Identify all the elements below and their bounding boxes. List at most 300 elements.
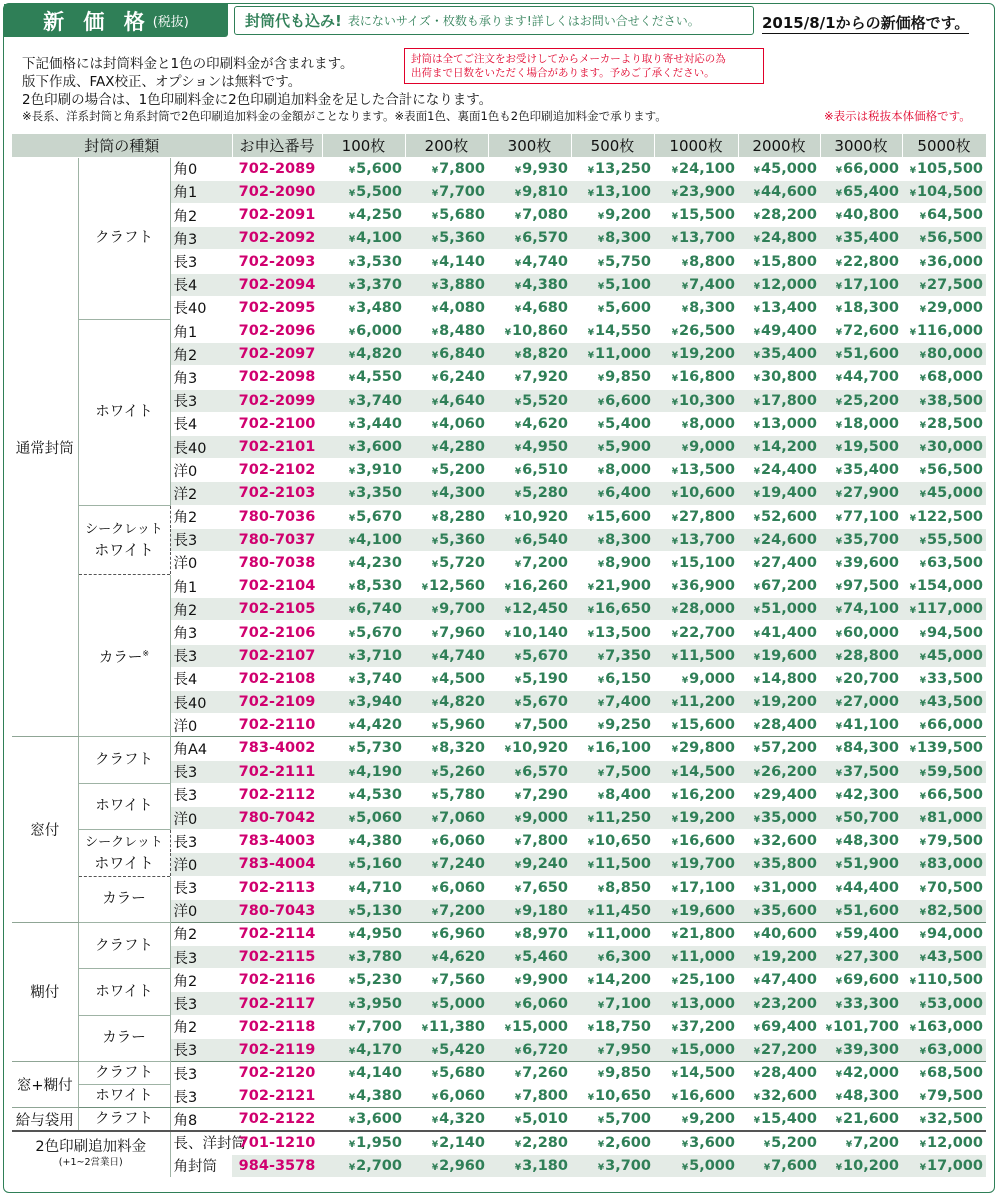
price-cell	[654, 922, 738, 945]
yen-mark: ¥	[514, 791, 522, 802]
yen-mark: ¥	[671, 1093, 679, 1104]
price-value: 6,000	[356, 323, 402, 340]
yen-mark: ¥	[671, 791, 679, 802]
price-cell	[322, 551, 405, 574]
yen-mark: ¥	[919, 467, 927, 478]
price-value: 14,500	[679, 1065, 735, 1082]
yen-mark: ¥	[348, 815, 356, 826]
price-cell	[902, 435, 986, 458]
price-value: 6,960	[439, 925, 485, 942]
price-value: 5,730	[356, 740, 402, 757]
price-cell	[488, 946, 571, 969]
price-value: 19,200	[679, 346, 735, 363]
envelope-size: 長3	[170, 528, 232, 551]
yen-mark: ¥	[597, 304, 605, 315]
price-cell	[738, 180, 820, 203]
order-number: 702-2097	[232, 343, 322, 366]
yen-mark: ¥	[348, 954, 356, 965]
price-value: 5,670	[522, 694, 568, 711]
price-cell	[571, 667, 654, 690]
price-cell	[902, 482, 986, 505]
price-value: 3,530	[356, 253, 402, 270]
envelope-subtype-label	[78, 876, 170, 922]
price-value: 12,000	[927, 1134, 983, 1151]
price-cell	[654, 157, 738, 180]
price-cell	[738, 691, 820, 714]
yen-mark: ¥	[671, 1000, 679, 1011]
price-value: 13,500	[595, 624, 651, 641]
yen-mark: ¥	[919, 884, 927, 895]
table-row	[12, 157, 986, 180]
yen-mark: ¥	[681, 281, 689, 292]
price-value: 40,600	[761, 925, 817, 942]
price-value: 5,960	[439, 717, 485, 734]
price-cell	[654, 296, 738, 319]
price-value: 4,380	[356, 1088, 402, 1105]
price-cell	[820, 922, 902, 945]
yen-mark: ¥	[597, 258, 605, 269]
price-cell	[405, 1038, 488, 1061]
yen-mark: ¥	[753, 467, 761, 478]
yen-mark: ¥	[587, 745, 595, 756]
price-value: 19,700	[679, 856, 735, 873]
yen-mark: ¥	[681, 1116, 689, 1127]
price-value: 3,950	[356, 995, 402, 1012]
yen-mark: ¥	[504, 629, 512, 640]
price-value: 6,840	[439, 346, 485, 363]
price-cell	[654, 853, 738, 876]
yen-mark: ¥	[348, 791, 356, 802]
yen-mark: ¥	[835, 444, 843, 455]
yen-mark: ¥	[504, 513, 512, 524]
order-number: 702-2094	[232, 273, 322, 296]
yen-mark: ¥	[514, 722, 522, 733]
yen-mark: ¥	[753, 838, 761, 849]
price-value: 5,670	[356, 624, 402, 641]
yen-mark: ¥	[919, 629, 927, 640]
envelope-size: 長3	[170, 876, 232, 899]
price-cell	[902, 505, 986, 528]
price-cell	[902, 667, 986, 690]
price-cell	[488, 830, 571, 853]
yen-mark: ¥	[835, 884, 843, 895]
price-value: 3,350	[356, 485, 402, 502]
price-cell	[322, 575, 405, 598]
price-value: 8,530	[356, 578, 402, 595]
price-cell	[571, 946, 654, 969]
price-cell	[571, 204, 654, 227]
price-value: 3,710	[356, 647, 402, 664]
yen-mark: ¥	[835, 212, 843, 223]
yen-mark: ¥	[348, 884, 356, 895]
yen-mark: ¥	[753, 397, 761, 408]
price-cell	[654, 1038, 738, 1061]
price-value: 21,600	[843, 1111, 899, 1128]
envelope-subtype-label	[78, 830, 170, 876]
price-cell	[322, 389, 405, 412]
table-row	[12, 922, 986, 945]
yen-mark: ¥	[514, 1116, 522, 1127]
price-value: 24,400	[761, 462, 817, 479]
price-value: 70,500	[927, 879, 983, 896]
price-value: 51,600	[843, 902, 899, 919]
price-cell	[571, 691, 654, 714]
yen-mark: ¥	[348, 675, 356, 686]
price-cell	[738, 482, 820, 505]
yen-mark: ¥	[753, 351, 761, 362]
envelope-subtype-label	[78, 1108, 170, 1131]
price-value: 6,570	[522, 230, 568, 247]
price-value: 16,650	[595, 601, 651, 618]
price-cell	[902, 899, 986, 922]
price-cell	[902, 343, 986, 366]
yen-mark: ¥	[671, 165, 679, 176]
price-cell	[488, 853, 571, 876]
yen-mark: ¥	[753, 328, 761, 339]
price-value: 42,000	[843, 1065, 899, 1082]
price-value: 59,500	[927, 763, 983, 780]
price-cell	[738, 528, 820, 551]
table-row	[12, 1062, 986, 1085]
yen-mark: ¥	[514, 304, 522, 315]
price-value: 5,420	[439, 1041, 485, 1058]
yen-mark: ¥	[597, 1162, 605, 1173]
price-cell	[405, 667, 488, 690]
price-value: 42,300	[843, 786, 899, 803]
yen-mark: ¥	[587, 351, 595, 362]
price-value: 31,000	[761, 879, 817, 896]
yen-mark: ¥	[753, 652, 761, 663]
price-value: 9,000	[689, 439, 735, 456]
price-value: 19,600	[761, 647, 817, 664]
price-value: 11,500	[679, 647, 735, 664]
yen-mark: ¥	[514, 165, 522, 176]
price-cell	[405, 204, 488, 227]
price-cell	[488, 1131, 571, 1154]
order-number: 702-2114	[232, 922, 322, 945]
yen-mark: ¥	[514, 351, 522, 362]
price-value: 7,650	[522, 879, 568, 896]
yen-mark: ¥	[597, 559, 605, 570]
price-cell	[571, 1131, 654, 1154]
price-value: 9,000	[522, 810, 568, 827]
intro-line-4: ※長系、洋系封筒と角系封筒で2色印刷追加料金の金額がことなります。※表面1色、裏面1色も2色印刷追加料金で承ります。	[22, 109, 667, 123]
yen-mark: ¥	[753, 1000, 761, 1011]
price-cell	[488, 389, 571, 412]
price-cell	[405, 899, 488, 922]
price-cell	[738, 320, 820, 343]
yen-mark: ¥	[514, 815, 522, 826]
price-cell	[738, 737, 820, 760]
envelope-subtype-label	[78, 1015, 170, 1061]
price-cell	[738, 760, 820, 783]
yen-mark: ¥	[919, 838, 927, 849]
price-cell	[405, 180, 488, 203]
price-cell	[902, 876, 986, 899]
envelope-subtype-label	[78, 157, 170, 319]
price-value: 4,190	[356, 763, 402, 780]
yen-mark: ¥	[348, 351, 356, 362]
price-value: 63,000	[927, 1041, 983, 1058]
price-value: 7,100	[605, 995, 651, 1012]
price-value: 23,200	[761, 995, 817, 1012]
price-cell	[738, 806, 820, 829]
yen-mark: ¥	[514, 490, 522, 501]
price-cell	[738, 714, 820, 737]
price-value: 3,440	[356, 415, 402, 432]
table-row	[12, 737, 986, 760]
yen-mark: ¥	[671, 722, 679, 733]
yen-mark: ¥	[597, 1070, 605, 1081]
price-value: 7,560	[439, 972, 485, 989]
price-value: 13,100	[595, 183, 651, 200]
envelope-size: 洋0	[170, 853, 232, 876]
price-value: 84,300	[843, 740, 899, 757]
yen-mark: ¥	[431, 467, 439, 478]
price-cell	[654, 1062, 738, 1085]
price-value: 4,820	[356, 346, 402, 363]
price-value: 105,500	[916, 160, 983, 177]
price-value: 4,680	[522, 299, 568, 316]
price-value: 5,230	[356, 972, 402, 989]
price-cell	[738, 621, 820, 644]
price-cell	[820, 853, 902, 876]
yen-mark: ¥	[514, 1162, 522, 1173]
price-value: 66,000	[927, 717, 983, 734]
title-box	[4, 4, 228, 37]
envelope-group-label: 通常封筒	[12, 157, 78, 737]
price-value: 64,500	[927, 207, 983, 224]
yen-mark: ¥	[348, 235, 356, 246]
price-cell	[738, 922, 820, 945]
yen-mark: ¥	[671, 838, 679, 849]
yen-mark: ¥	[753, 815, 761, 826]
price-value: 5,600	[605, 299, 651, 316]
yen-mark: ¥	[348, 490, 356, 501]
yen-mark: ¥	[514, 1046, 522, 1057]
envelope-subtype-label	[78, 505, 170, 575]
yen-mark: ¥	[753, 513, 761, 524]
price-value: 25,200	[843, 392, 899, 409]
price-value: 16,200	[679, 786, 735, 803]
price-value: 8,850	[605, 879, 651, 896]
price-value: 52,600	[761, 508, 817, 525]
envelope-group-label: 窓+糊付	[12, 1062, 78, 1108]
price-value: 117,000	[916, 601, 983, 618]
yen-mark: ¥	[348, 606, 356, 617]
yen-mark: ¥	[753, 188, 761, 199]
price-value: 7,600	[771, 1157, 817, 1174]
price-cell	[322, 621, 405, 644]
price-cell	[571, 435, 654, 458]
price-cell	[738, 366, 820, 389]
price-sheet	[3, 3, 995, 1193]
envelope-size: 洋0	[170, 714, 232, 737]
yen-mark: ¥	[431, 513, 439, 524]
price-cell	[322, 1015, 405, 1038]
price-value: 26,500	[679, 323, 735, 340]
yen-mark: ¥	[514, 467, 522, 478]
price-value: 15,000	[679, 1041, 735, 1058]
price-cell	[488, 1038, 571, 1061]
title-tax-note: (税抜)	[152, 15, 189, 30]
yen-mark: ¥	[431, 235, 439, 246]
price-value: 9,200	[605, 207, 651, 224]
header-qty: 1000枚	[654, 134, 738, 157]
yen-mark: ¥	[431, 745, 439, 756]
envelope-subtype-label	[78, 783, 170, 829]
yen-mark: ¥	[671, 907, 679, 918]
order-number: 701-1210	[232, 1131, 322, 1154]
price-value: 27,200	[761, 1041, 817, 1058]
price-cell	[571, 737, 654, 760]
price-cell	[571, 783, 654, 806]
price-cell	[902, 830, 986, 853]
price-value: 51,600	[843, 346, 899, 363]
yen-mark: ¥	[835, 861, 843, 872]
yen-mark: ¥	[348, 444, 356, 455]
price-value: 12,560	[429, 578, 485, 595]
price-value: 5,670	[522, 647, 568, 664]
order-number: 780-7038	[232, 551, 322, 574]
price-value: 11,000	[595, 925, 651, 942]
yen-mark: ¥	[431, 838, 439, 849]
yen-mark: ¥	[835, 675, 843, 686]
price-cell	[902, 922, 986, 945]
yen-mark: ¥	[671, 745, 679, 756]
yen-mark: ¥	[671, 351, 679, 362]
price-cell	[820, 180, 902, 203]
yen-mark: ¥	[597, 791, 605, 802]
yen-mark: ¥	[753, 1070, 761, 1081]
yen-mark: ¥	[597, 444, 605, 455]
price-value: 8,400	[605, 786, 651, 803]
price-cell	[654, 621, 738, 644]
price-value: 39,600	[843, 554, 899, 571]
price-value: 35,400	[843, 462, 899, 479]
price-cell	[322, 876, 405, 899]
envelope-size: 長40	[170, 296, 232, 319]
yen-mark: ¥	[348, 699, 356, 710]
price-value: 1,950	[356, 1134, 402, 1151]
yen-mark: ¥	[348, 861, 356, 872]
price-value: 97,500	[843, 578, 899, 595]
price-cell	[405, 714, 488, 737]
table-row	[12, 830, 986, 853]
price-value: 33,300	[843, 995, 899, 1012]
price-cell	[820, 1038, 902, 1061]
yen-mark: ¥	[763, 1139, 771, 1150]
subtype-name: クラフト	[95, 1111, 153, 1128]
price-cell	[820, 482, 902, 505]
price-value: 66,500	[927, 786, 983, 803]
price-value: 94,000	[927, 925, 983, 942]
price-value: 28,800	[843, 647, 899, 664]
envelope-size: 長3	[170, 830, 232, 853]
price-cell	[654, 505, 738, 528]
price-cell	[488, 343, 571, 366]
price-value: 7,060	[439, 810, 485, 827]
envelope-size: 長4	[170, 667, 232, 690]
price-cell	[405, 737, 488, 760]
price-cell	[654, 946, 738, 969]
price-value: 5,010	[522, 1111, 568, 1128]
price-cell	[902, 412, 986, 435]
price-value: 7,290	[522, 786, 568, 803]
yen-mark: ¥	[431, 606, 439, 617]
price-value: 24,800	[761, 230, 817, 247]
price-cell	[902, 551, 986, 574]
price-value: 3,940	[356, 694, 402, 711]
price-value: 55,500	[927, 531, 983, 548]
price-value: 14,550	[595, 323, 651, 340]
price-cell	[488, 598, 571, 621]
yen-mark: ¥	[514, 907, 522, 918]
price-cell	[902, 714, 986, 737]
yen-mark: ¥	[431, 374, 439, 385]
price-cell	[654, 1015, 738, 1038]
order-notice-line-1: 封筒は全てご注文をお受けしてからメーカーより取り寄せ対応の為	[411, 53, 726, 65]
price-value: 29,800	[679, 740, 735, 757]
envelope-size: 角2	[170, 598, 232, 621]
yen-mark: ¥	[514, 281, 522, 292]
order-number: 702-2122	[232, 1108, 322, 1131]
envelope-subtype-label	[78, 737, 170, 783]
price-value: 4,950	[522, 439, 568, 456]
yen-mark: ¥	[835, 559, 843, 570]
yen-mark: ¥	[348, 1139, 356, 1150]
price-value: 15,600	[679, 717, 735, 734]
order-number: 702-2089	[232, 157, 322, 180]
price-value: 4,820	[439, 694, 485, 711]
yen-mark: ¥	[597, 652, 605, 663]
price-cell	[820, 946, 902, 969]
price-cell	[654, 227, 738, 250]
header-note-box	[234, 6, 754, 35]
subtype-name: カラー	[98, 649, 143, 666]
yen-mark: ¥	[431, 165, 439, 176]
price-value: 10,200	[843, 1157, 899, 1174]
price-value: 6,600	[605, 392, 651, 409]
yen-mark: ¥	[348, 536, 356, 547]
price-value: 16,260	[512, 578, 568, 595]
price-cell	[571, 1108, 654, 1131]
yen-mark: ¥	[753, 536, 761, 547]
yen-mark: ¥	[835, 907, 843, 918]
price-cell	[322, 1038, 405, 1061]
price-cell	[571, 1062, 654, 1085]
yen-mark: ¥	[597, 722, 605, 733]
price-cell	[488, 783, 571, 806]
subtype-name: ホワイト	[95, 798, 153, 815]
price-cell	[405, 528, 488, 551]
price-cell	[738, 296, 820, 319]
header-qty: 100枚	[322, 134, 405, 157]
price-value: 5,130	[356, 902, 402, 919]
price-cell	[902, 598, 986, 621]
yen-mark: ¥	[514, 930, 522, 941]
price-cell	[654, 180, 738, 203]
price-value: 10,920	[512, 740, 568, 757]
price-value: 39,300	[843, 1041, 899, 1058]
price-value: 7,400	[605, 694, 651, 711]
price-cell	[820, 435, 902, 458]
envelope-size: 角1	[170, 575, 232, 598]
price-value: 44,400	[843, 879, 899, 896]
order-number: 702-2091	[232, 204, 322, 227]
yen-mark: ¥	[681, 1139, 689, 1150]
price-value: 33,500	[927, 670, 983, 687]
